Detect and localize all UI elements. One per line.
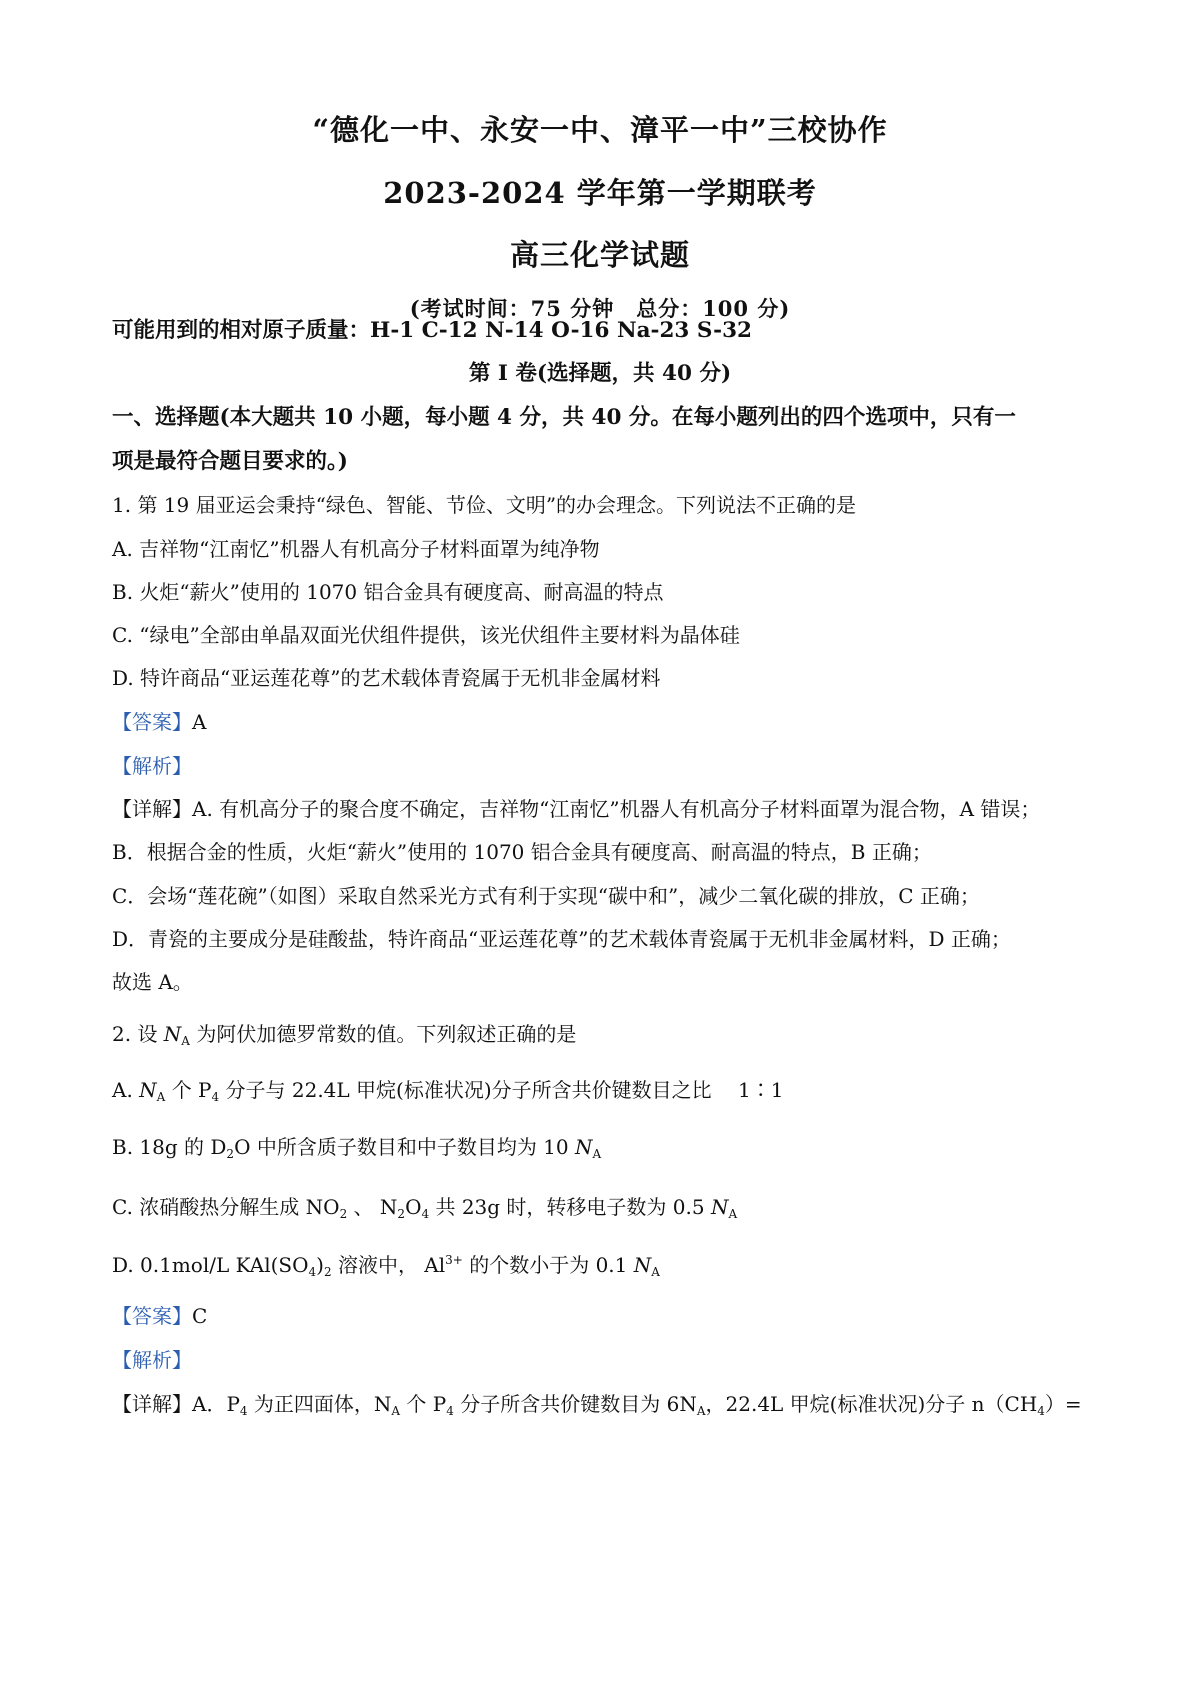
q1-answer <box>112 706 1110 735</box>
volume-title: 第 I 卷(选择题，共 40 分) <box>468 361 732 386</box>
n2o4-sub-n: 2 <box>397 1207 406 1221</box>
q2-detail-a-mid3: 分子所含共价键数目为 6N <box>453 1392 697 1416</box>
na-symbol: N <box>710 1195 729 1219</box>
q1-detail-b: B．根据合金的性质，火炬“薪火”使用的 1070 铝合金具有硬度高、耐高温的特点，B 正确； <box>112 840 932 864</box>
q2-stem-post: 为阿伏加德罗常数的值。下列叙述正确的是 <box>189 1022 577 1046</box>
na-sub: A <box>651 1265 660 1279</box>
so4-sub: 4 <box>308 1265 317 1279</box>
na-sub: A <box>181 1034 190 1048</box>
q2-b-pre: B. 18g 的 D <box>112 1135 227 1159</box>
q2-option-c <box>112 1191 1110 1221</box>
na-sub: A <box>728 1207 738 1221</box>
q2-answer <box>112 1300 1110 1329</box>
q2-d-mid3: 的个数小于为 0.1 <box>462 1253 628 1277</box>
na-sub: A <box>592 1147 602 1161</box>
q2-c-mid3: 共 23g 时，转移电子数为 0.5 <box>429 1195 705 1219</box>
q2-option-b <box>112 1131 1110 1161</box>
q2-d-mid2: 溶液中， Al <box>331 1253 446 1277</box>
na-symbol: N <box>574 1135 593 1159</box>
q1-conclusion: 故选 A。 <box>112 970 193 994</box>
answer-value: A <box>192 710 207 734</box>
d2o-sub: 2 <box>226 1147 235 1161</box>
q2-stem-pre: 2. 设 <box>112 1022 164 1046</box>
q1-analysis-label: 【解析】 <box>112 754 192 778</box>
detail-label: 【详解】 <box>112 1392 192 1416</box>
q2-a-mid2: 分子与 22.4L 甲烷(标准状况)分子所含共价键数目之比 1∶1 <box>219 1078 784 1102</box>
q1-option-d: D. 特许商品“亚运莲花尊”的艺术载体青瓷属于无机非金属材料 <box>112 666 661 690</box>
detail-a-text: A. 有机高分子的聚合度不确定，吉祥物“江南忆”机器人有机高分子材料面罩为混合物，A 错误； <box>192 797 1041 821</box>
al-charge: 3+ <box>445 1253 463 1267</box>
q1-detail-c: C．会场“莲花碗”（如图）采取自然采光方式有利于实现“碳中和”，减少二氧化碳的排放，C 正确； <box>112 884 980 908</box>
p4-sub: 4 <box>446 1404 454 1418</box>
answer-label: 【答案】 <box>112 710 192 734</box>
exam-title-schools: “德化一中、永安一中、漳平一中”三校协作 <box>312 113 888 147</box>
answer-label: 【答案】 <box>112 1304 192 1328</box>
q2-a-pre: A. <box>112 1078 140 1102</box>
section-title-line1: 一、选择题(本大题共 10 小题，每小题 4 分，共 40 分。在每小题列出的四个选项中，只有一 <box>112 405 1016 430</box>
atomic-mass-line: 可能用到的相对原子质量：H-1 C-12 N-14 O-16 Na-23 S-32 <box>112 318 753 343</box>
na-sub: A <box>156 1090 166 1104</box>
ch4-sub: 4 <box>1037 1404 1045 1418</box>
n2o4-sub-o: 4 <box>421 1207 430 1221</box>
q1-stem: 1. 第 19 届亚运会秉持“绿色、智能、节俭、文明”的办会理念。下列说法不正确的是 <box>112 493 857 517</box>
q1-option-c: C. “绿电”全部由单晶双面光伏组件提供，该光伏组件主要材料为晶体硅 <box>112 623 740 647</box>
so4-outer-sub: 2 <box>323 1265 332 1279</box>
q2-detail-a-pre: A．P <box>192 1392 240 1416</box>
q2-analysis-label: 【解析】 <box>112 1348 192 1372</box>
na-symbol: N <box>163 1022 182 1046</box>
na-symbol: N <box>139 1078 157 1102</box>
q2-c-mid2: O <box>405 1195 422 1219</box>
q1-detail-a <box>112 793 1110 822</box>
detail-label: 【详解】 <box>112 797 192 821</box>
q2-option-d <box>112 1249 1110 1279</box>
p4-sub: 4 <box>211 1090 220 1104</box>
q2-detail-a <box>112 1388 1110 1418</box>
exam-title-term: 2023-2024 学年第一学期联考 <box>383 176 817 210</box>
q2-d-pre: D. 0.1mol/L KAl(SO <box>112 1253 309 1277</box>
q2-option-a <box>112 1074 1110 1104</box>
na-sub: A <box>696 1404 706 1418</box>
q2-detail-a-mid5: ）= <box>1044 1392 1082 1416</box>
q2-detail-a-mid4: ，22.4L 甲烷(标准状况)分子 n（CH <box>705 1392 1038 1416</box>
q2-stem <box>112 1018 1110 1048</box>
p4-sub: 4 <box>239 1404 248 1418</box>
q2-a-mid1: 个 P <box>165 1078 212 1102</box>
answer-value: C <box>192 1304 208 1328</box>
na-sub: A <box>391 1404 401 1418</box>
no2-sub: 2 <box>339 1207 348 1221</box>
q1-option-b: B. 火炬“薪火”使用的 1070 铝合金具有硬度高、耐高温的特点 <box>112 580 664 604</box>
q2-detail-a-mid2: 个 P <box>400 1392 447 1416</box>
q1-detail-d: D．青瓷的主要成分是硅酸盐，特许商品“亚运莲花尊”的艺术载体青瓷属于无机非金属材料，D 正确； <box>112 927 1011 951</box>
q2-b-mid: O 中所含质子数目和中子数目均为 10 <box>234 1135 569 1159</box>
exam-time-info: (考试时间：75 分钟 总分：100 分) <box>409 296 791 321</box>
section-title-line2: 项是最符合题目要求的。) <box>112 449 348 474</box>
q2-c-pre: C. 浓硝酸热分解生成 NO <box>112 1195 340 1219</box>
q2-c-mid1: 、 N <box>347 1195 398 1219</box>
q2-d-mid1: ) <box>316 1253 324 1277</box>
q2-detail-a-mid1: 为正四面体，N <box>247 1392 392 1416</box>
na-symbol: N <box>633 1253 652 1277</box>
exam-title-subject: 高三化学试题 <box>509 238 690 272</box>
q1-option-a: A. 吉祥物“江南忆”机器人有机高分子材料面罩为纯净物 <box>112 537 600 561</box>
